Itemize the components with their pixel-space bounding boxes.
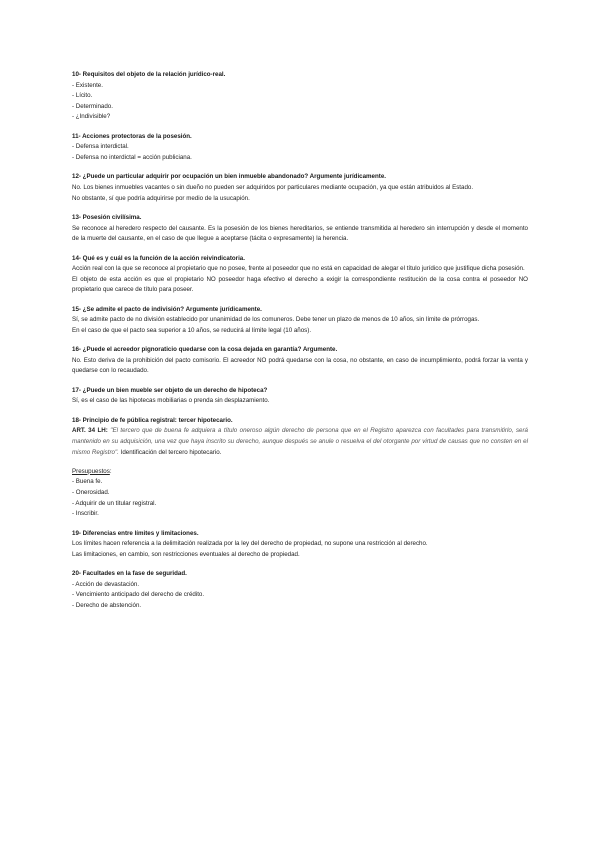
section-heading: 20- Facultades en la fase de seguridad. (72, 570, 187, 578)
section-heading: 18- Principio de fe pública registral: tercer hipotecario. (72, 416, 233, 424)
section-18 (72, 416, 528, 520)
paragraph: El objeto de esta acción es que el propietario NO poseedor haga efectivo el derecho a exigir la correspondiente restitución de la cosa contra el poseedor NO propietario que carece de título para poseer. (72, 275, 528, 294)
paragraph: No. Esto deriva de la prohibición del pacto comisorio. El acreedor NO podrá quedarse con la cosa, no obstante, en caso de incumplimiento, podrá forzar la venta y quedarse con lo recaudado. (72, 356, 528, 375)
list-item: - Buena fe. (72, 478, 103, 486)
section-heading: 10- Requisitos del objeto de la relación jurídico-real. (72, 71, 226, 78)
article-paragraph (72, 426, 528, 458)
article-label: ART. 34 LH: (72, 427, 108, 435)
paragraph: Se reconoce al heredero respecto del causante. Es la posesión de los bienes hereditarios, se entiende transmitida al heredero sin interrupción y desde el momento de la muerte del causante, en el caso de que llegue a aceptarse (tácita o expresamente) la herencia. (72, 224, 528, 243)
list-item: - Determinado. (72, 102, 113, 110)
list-item: - Inscribir. (72, 510, 99, 518)
section-heading: 19- Diferencias entre límites y limitaciones. (72, 529, 199, 537)
paragraph: Los límites hacen referencia a la delimitación realizada por la ley del derecho de propiedad, no supone una restricción al derecho. (72, 540, 428, 548)
section-12 (72, 172, 528, 204)
section-20 (72, 569, 528, 611)
article-note: Identificación del tercero hipotecario. (118, 448, 222, 456)
list-item: - Adquirir de un titular registral. (72, 499, 157, 507)
section-16 (72, 345, 528, 377)
section-10 (72, 70, 528, 123)
paragraph: No. Los bienes inmuebles vacantes o sin dueño no pueden ser adquiridos por particulares mediante ocupación, ya que están atribuidos al Estado. (72, 183, 474, 191)
section-heading: 13- Posesión civilísima. (72, 213, 142, 221)
list-item: - Existente. (72, 81, 103, 89)
list-item: - Lícito. (72, 92, 93, 100)
section-14 (72, 254, 528, 296)
paragraph: Las limitaciones, en cambio, son restricciones eventuales al derecho de propiedad. (72, 550, 300, 558)
list-item: - Vencimiento anticipado del derecho de crédito. (72, 591, 205, 599)
list-item: - Derecho de abstención. (72, 601, 142, 609)
list-item: - Defensa no interdictal = acción publiciana. (72, 153, 192, 161)
section-heading: 17- ¿Puede un bien mueble ser objeto de un derecho de hipoteca? (72, 386, 268, 394)
document-page (72, 70, 528, 620)
section-heading: 12- ¿Puede un particular adquirir por ocupación un bien inmueble abandonado? Argumente jurídicamente. (72, 173, 386, 181)
section-19 (72, 529, 528, 561)
paragraph: Sí, se admite pacto de no división establecido por unanimidad de los comuneros. Debe tener un plazo de menos de 10 años, sin límite de prórrogas. (72, 316, 480, 324)
paragraph: Sí, es el caso de las hipotecas mobiliarias o prenda sin desplazamiento. (72, 397, 270, 405)
section-15 (72, 305, 528, 337)
section-17 (72, 386, 528, 407)
presupuestos-label: Presupuestos (72, 467, 110, 475)
section-heading: 11- Acciones protectoras de la posesión. (72, 132, 192, 140)
spacer (72, 458, 528, 467)
section-heading: 16- ¿Puede el acreedor pignoraticio quedarse con la cosa dejada en garantía? Argumente. (72, 346, 338, 354)
section-13 (72, 213, 528, 245)
section-heading: 14- Qué es y cuál es la función de la acción reivindicatoria. (72, 254, 245, 262)
paragraph: En el caso de que el pacto sea superior a 10 años, se reducirá al límite legal (10 años). (72, 326, 312, 334)
section-11 (72, 132, 528, 164)
section-heading: 15- ¿Se admite el pacto de indivisión? Argumente jurídicamente. (72, 305, 262, 313)
presupuestos-heading (72, 467, 528, 478)
presupuestos-colon: : (109, 467, 112, 475)
paragraph: No obstante, sí que podría adquirirse por medio de la usucapión. (72, 194, 250, 202)
list-item: - Acción de devastación. (72, 580, 140, 588)
list-item: - Defensa interdictal. (72, 143, 129, 151)
list-item: - ¿Indivisible? (72, 113, 111, 121)
list-item: - Onerosidad. (72, 488, 110, 496)
article-quote: "El tercero que de buena fe adquiera a título oneroso algún derecho de persona que en el Registro aparezca con facultades para transmitirlo, será mantenido en su adquisición, una vez que haya inscrito su derecho, aunque después se anule o resuelva el del otorgante por virtud de causas que no consten en el mismo Registro". (72, 427, 528, 456)
paragraph: Acción real con la que se reconoce al propietario que no posee, frente al poseedor que no está en capacidad de alegar el título jurídico que justifique dicha posesión. (72, 265, 525, 273)
